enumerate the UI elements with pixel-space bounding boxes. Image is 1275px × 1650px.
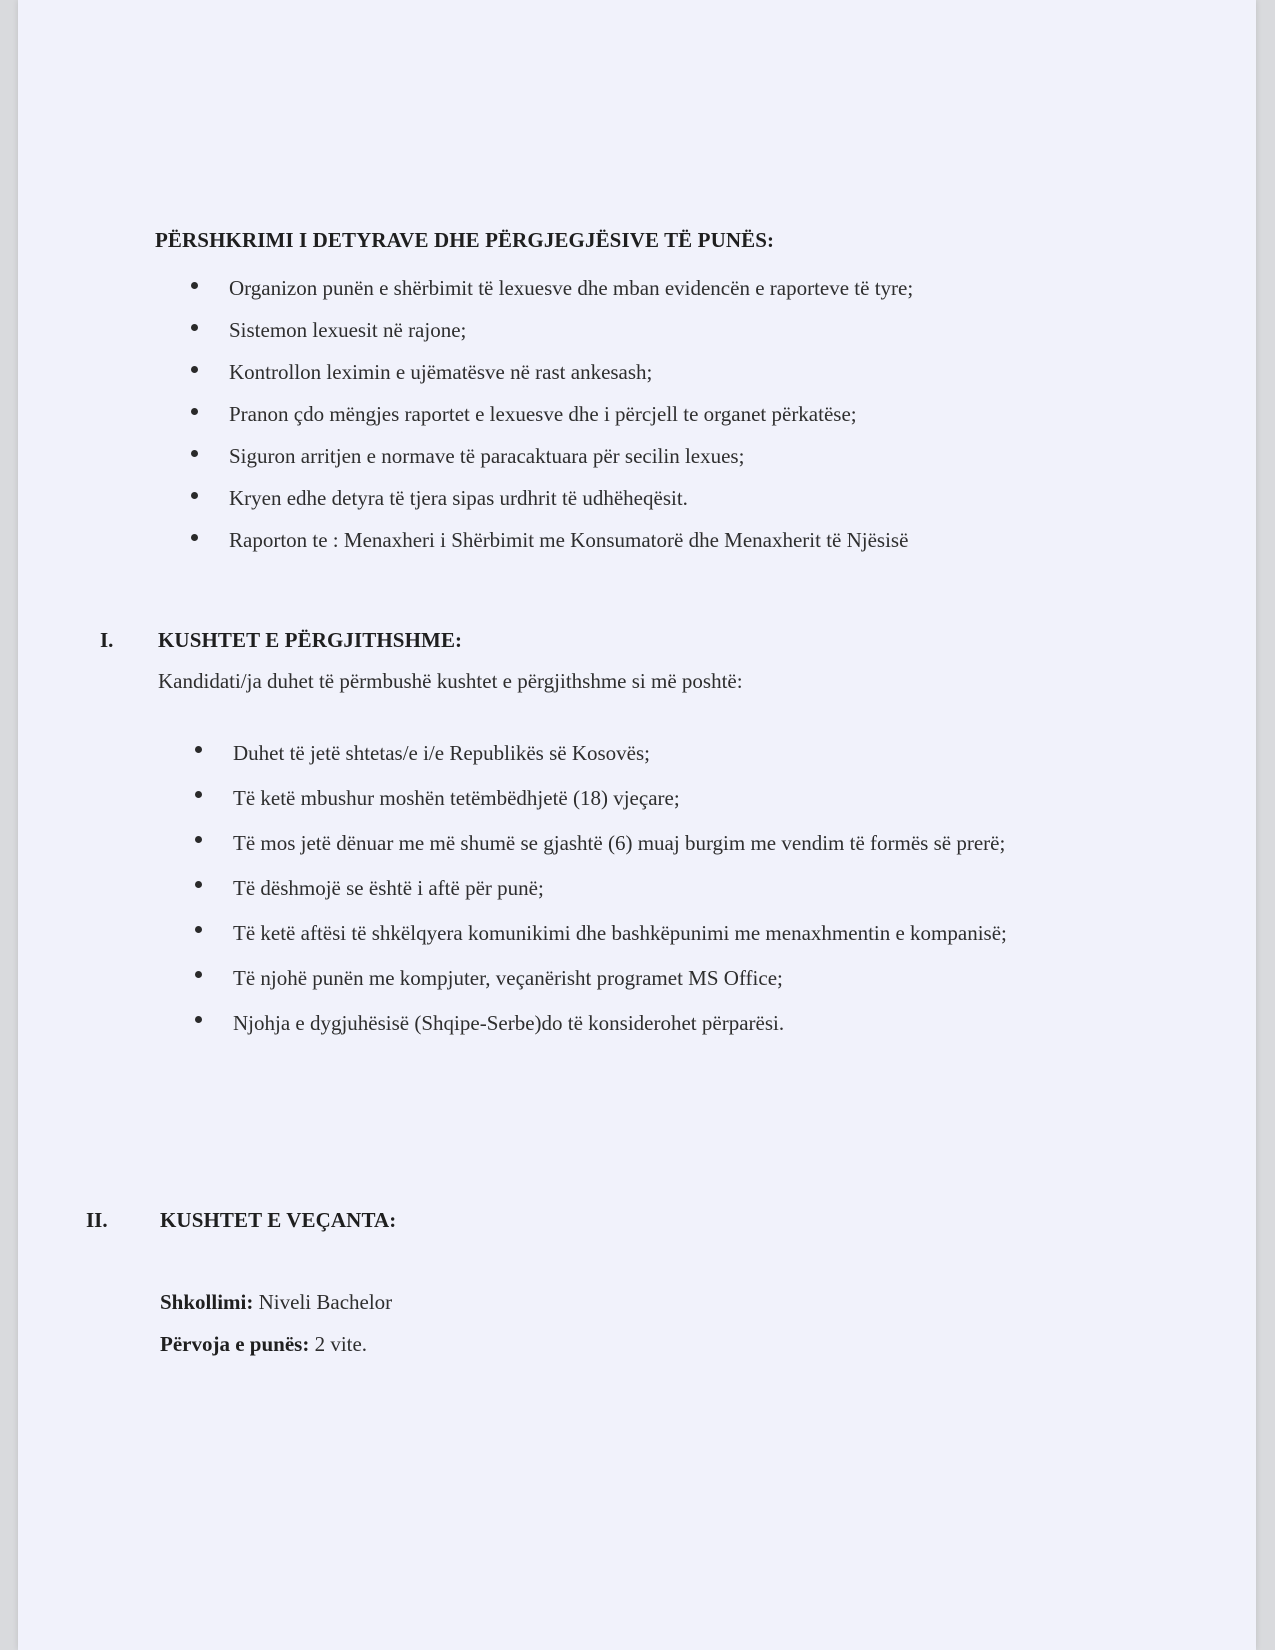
section-number-special: II.	[86, 1208, 108, 1232]
bullet-icon	[191, 534, 198, 541]
experience-value: 2 vite.	[314, 1332, 368, 1356]
bullet-icon	[195, 881, 202, 888]
general-list	[195, 731, 1115, 1046]
bullet-icon	[195, 1016, 202, 1023]
general-heading: KUSHTET E PËRGJITHSHME:	[158, 628, 463, 652]
list-item: Kryen edhe detyra të tjera sipas urdhrit të udhëheqësit.	[191, 477, 1071, 519]
education-label: Shkollimi:	[160, 1290, 254, 1314]
special-heading: KUSHTET E VEÇANTA:	[160, 1208, 397, 1232]
bullet-icon	[191, 492, 198, 499]
bullet-icon	[191, 282, 198, 289]
bullet-icon	[195, 791, 202, 798]
list-item: Organizon punën e shërbimit të lexuesve dhe mban evidencën e raporteve të tyre;	[191, 267, 1071, 309]
list-item: Kontrollon leximin e ujëmatësve në rast ankesash;	[191, 351, 1071, 393]
bullet-icon	[195, 926, 202, 933]
experience-row	[160, 1332, 367, 1357]
list-item: Të ketë mbushur moshën tetëmbëdhjetë (18) vjeçare;	[195, 776, 1115, 821]
list-item: Duhet të jetë shtetas/e i/e Republikës së Kosovës;	[195, 731, 1115, 776]
list-item: Të mos jetë dënuar me më shumë se gjashtë (6) muaj burgim me vendim të formës së prerë;	[195, 821, 1115, 866]
bullet-icon	[195, 746, 202, 753]
list-item: Raporton te : Menaxheri i Shërbimit me Konsumatorë dhe Menaxherit të Njësisë	[191, 519, 1071, 561]
list-item: Njohja e dygjuhësisë (Shqipe-Serbe)do të konsiderohet përparësi.	[195, 1001, 1115, 1046]
list-item: Pranon çdo mëngjes raportet e lexuesve dhe i përcjell te organet përkatëse;	[191, 393, 1071, 435]
document-page	[18, 0, 1256, 1650]
education-row	[160, 1290, 392, 1315]
duties-list	[191, 267, 1071, 561]
list-item: Të ketë aftësi të shkëlqyera komunikimi dhe bashkëpunimi me menaxhmentin e kompanisë;	[195, 911, 1115, 956]
bullet-icon	[191, 324, 198, 331]
bullet-icon	[191, 366, 198, 373]
experience-label: Përvoja e punës:	[160, 1332, 310, 1356]
bullet-icon	[191, 450, 198, 457]
duties-heading: PËRSHKRIMI I DETYRAVE DHE PËRGJEGJËSIVE TË PUNËS:	[155, 228, 775, 252]
bullet-icon	[195, 971, 202, 978]
bullet-icon	[195, 836, 202, 843]
list-item: Të njohë punën me kompjuter, veçanërisht programet MS Office;	[195, 956, 1115, 1001]
list-item: Siguron arritjen e normave të paracaktuara për secilin lexues;	[191, 435, 1071, 477]
education-value: Niveli Bachelor	[258, 1290, 393, 1314]
general-intro: Kandidati/ja duhet të përmbushë kushtet e përgjithshme si më poshtë:	[158, 669, 743, 693]
bullet-icon	[191, 408, 198, 415]
list-item: Sistemon lexuesit në rajone;	[191, 309, 1071, 351]
list-item: Të dëshmojë se është i aftë për punë;	[195, 866, 1115, 911]
section-number-general: I.	[100, 628, 114, 652]
